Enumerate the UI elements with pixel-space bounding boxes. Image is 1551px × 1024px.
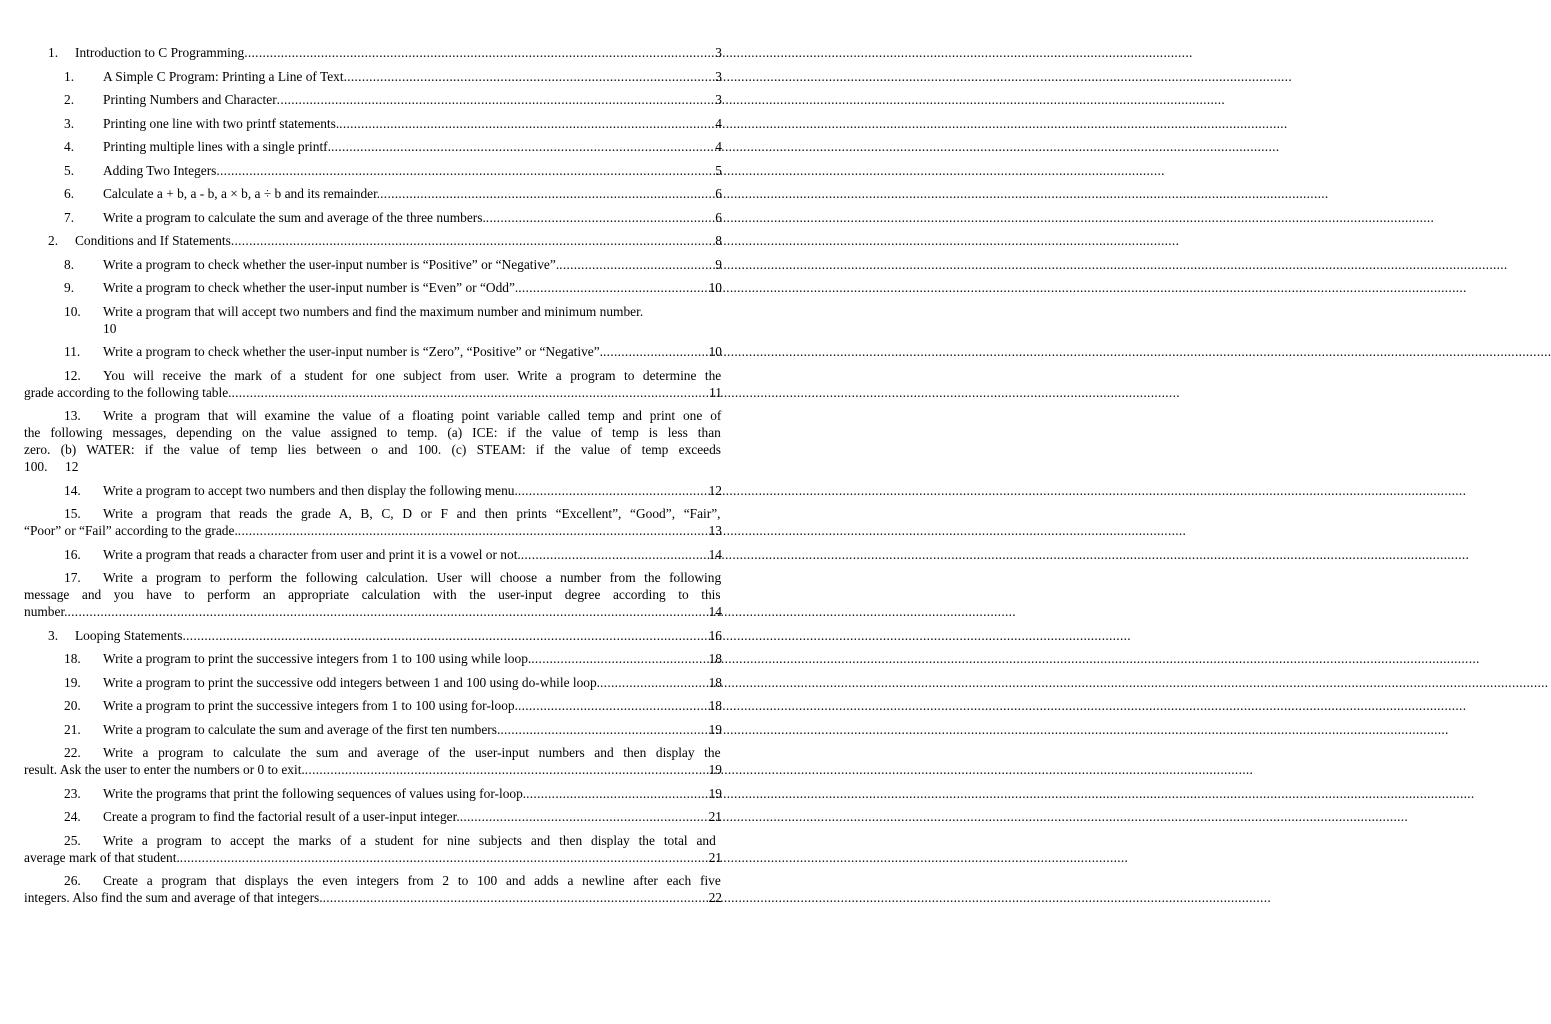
toc-page-number: 12: [65, 459, 79, 474]
toc-entry-number: 2.: [64, 92, 75, 107]
toc-entry-title: A Simple C Program: Printing a Line of Text: [103, 68, 344, 84]
toc-entry-title-line: Write a program to perform the following calculation. User will choose a number from the following: [103, 570, 722, 585]
toc-page-number: 9: [715, 256, 722, 272]
toc-entry-title-line: integers. Also find the sum and average of that integers.: [24, 890, 323, 905]
toc-page-number: 19: [708, 762, 722, 777]
toc-entry-number: 14.: [64, 482, 81, 498]
toc-leader-dots: [526, 785, 707, 802]
toc-item-entry[interactable]: [42, 256, 722, 273]
toc-leader-dots: [331, 138, 714, 155]
toc-entry-number: 4.: [64, 139, 75, 154]
toc-item-entry[interactable]: [24, 367, 722, 401]
toc-entry-title-line: zero. (b) WATER: if the value of temp lies between o and 100. (c) STEAM: if the value of temp exceeds: [24, 442, 722, 457]
toc-item-entry[interactable]: [42, 115, 722, 132]
toc-item-entry[interactable]: [42, 162, 722, 179]
toc-item-entry[interactable]: [42, 303, 722, 337]
toc-entry-number: 25.: [64, 832, 81, 848]
toc-item-entry[interactable]: [24, 744, 722, 778]
toc-page-number: 14: [708, 604, 722, 619]
toc-leader-dots: [180, 849, 708, 866]
toc-item-entry[interactable]: [24, 569, 722, 620]
toc-leader-dots: [460, 808, 708, 825]
toc-page-number: 6: [715, 209, 722, 225]
toc-item-entry[interactable]: [42, 721, 722, 738]
toc-entry-title-line: number.: [24, 604, 68, 619]
toc-entry-number: 8.: [64, 256, 75, 272]
toc-leader-dots: [600, 674, 708, 691]
toc-leader-dots: [183, 627, 708, 644]
toc-item-entry[interactable]: [42, 185, 722, 202]
toc-entry-number: 1.: [64, 68, 75, 84]
toc-entry-title: Introduction to C Programming: [75, 45, 245, 60]
toc-entry-title: Printing multiple lines with a single printf.: [103, 139, 331, 154]
toc-page-number: 4: [715, 115, 722, 131]
toc-entry-number: 1.: [48, 45, 59, 60]
toc-entry-title-line: average mark of that student.: [24, 849, 180, 865]
toc-leader-dots: [231, 384, 708, 401]
toc-page-number: 8: [715, 233, 722, 248]
toc-entry-title-line: Create a program that displays the even integers from 2 to 100 and adds a newline after each five: [103, 873, 721, 888]
toc-entry-number: 21.: [64, 721, 81, 737]
toc-entry-title-line: Write a program to calculate the sum and average of the user-input numbers and then display the: [103, 745, 721, 760]
toc-entry-number: 24.: [64, 809, 81, 824]
toc-page-number: 14: [708, 546, 722, 562]
toc-entry-number: 12.: [64, 367, 81, 383]
toc-entry-title: Write a program to check whether the user-input number is “Zero”, “Positive” or “Negative”.: [103, 344, 604, 359]
toc-item-entry[interactable]: [24, 832, 722, 866]
toc-entry-title: Calculate a + b, a - b, a × b, a ÷ b and its remainder.: [103, 186, 381, 201]
toc-page-number: 16: [708, 627, 722, 643]
toc-entry-number: 9.: [64, 280, 75, 295]
toc-leader-dots: [559, 256, 714, 273]
toc-entry-title: Conditions and If Statements: [75, 233, 231, 248]
toc-leader-dots: [518, 482, 708, 499]
toc-entry-title-line: grade according to the following table.: [24, 384, 232, 400]
toc-entry-title: Write a program that reads a character from user and print it is a vowel or not.: [103, 546, 521, 562]
toc-leader-dots: [531, 650, 707, 667]
toc-item-entry[interactable]: [24, 505, 722, 539]
toc-entry-title: Printing Numbers and Character: [103, 92, 277, 107]
toc-page-number: 18: [708, 674, 722, 690]
toc-item-entry[interactable]: [24, 872, 722, 906]
toc-leader-dots: [68, 603, 708, 620]
toc-entry-title: Adding Two Integers: [103, 162, 217, 178]
toc-leader-dots: [344, 68, 715, 85]
toc-entry-number: 10.: [64, 303, 81, 319]
toc-entry-number: 19.: [64, 674, 81, 690]
toc-entry-number: 2.: [48, 233, 59, 248]
toc-item-entry[interactable]: [42, 68, 722, 85]
toc-leader-dots: [521, 546, 708, 563]
toc-page-number: 13: [708, 523, 722, 538]
toc-entry-number: 11.: [64, 344, 81, 359]
toc-leader-dots: [603, 343, 708, 360]
toc-entry-title-line: the following messages, depending on the value assigned to temp. (a) ICE: if the value of temp is less than: [24, 425, 721, 440]
toc-page-number: 4: [715, 139, 722, 154]
toc-page-number: 6: [715, 186, 722, 201]
toc-entry-number: 13.: [64, 408, 81, 423]
toc-entry-title: Create a program to find the factorial result of a user-input integer.: [103, 809, 460, 824]
toc-leader-dots: [323, 889, 708, 906]
toc-leader-dots: [380, 185, 714, 202]
toc-item-entry[interactable]: [42, 138, 722, 155]
toc-item-entry[interactable]: [24, 407, 722, 475]
toc-leader-dots: [486, 209, 715, 226]
toc-entry-number: 16.: [64, 546, 81, 562]
toc-leader-dots: [244, 44, 714, 61]
toc-item-entry[interactable]: [42, 785, 722, 802]
toc-entry-number: 3.: [64, 115, 75, 131]
toc-item-entry[interactable]: [42, 343, 722, 360]
toc-entry-number: 15.: [64, 506, 81, 521]
toc-page-number: 19: [708, 721, 722, 737]
toc-page-number: 22: [708, 890, 722, 905]
toc-entry-title: Printing one line with two printf statements.: [103, 115, 340, 131]
toc-entry-title: Write a program to calculate the sum and average of the three numbers.: [103, 209, 486, 225]
toc-page-number: 19: [708, 785, 722, 801]
toc-leader-dots: [518, 697, 708, 714]
toc-entry-number: 26.: [64, 873, 81, 888]
toc-page-number: 5: [715, 162, 722, 178]
toc-page-number: 3: [715, 92, 722, 107]
toc-section-entry[interactable]: [42, 232, 722, 249]
toc-item-entry[interactable]: [42, 546, 722, 563]
toc-item-entry[interactable]: [42, 482, 722, 499]
toc-leader-dots: [305, 761, 708, 778]
toc-entry-number: 18.: [64, 651, 81, 666]
toc-entry-title-line: “Poor” or “Fail” according to the grade.: [24, 523, 238, 538]
toc-page-number: 3: [715, 45, 722, 60]
toc-entry-title: Write a program that will accept two numbers and find the maximum number and minimum number.: [103, 303, 644, 319]
toc-page-number: 21: [708, 809, 722, 824]
toc-page-number: 21: [708, 849, 722, 865]
toc-item-entry[interactable]: [42, 91, 722, 108]
toc-entry-title: Write a program to check whether the user-input number is “Positive” or “Negative”.: [103, 256, 560, 272]
table-of-contents: [24, 44, 722, 913]
toc-item-entry[interactable]: [42, 697, 722, 714]
toc-page-number: 10: [708, 280, 722, 295]
toc-entry-number: 3.: [48, 627, 59, 643]
toc-item-entry[interactable]: [42, 674, 722, 691]
toc-entry-title: Write a program to print the successive odd integers between 1 and 100 using do-while loop.: [103, 674, 601, 690]
toc-item-entry[interactable]: [42, 209, 722, 226]
toc-page-number: 10: [103, 320, 117, 336]
toc-page-number: 18: [708, 698, 722, 713]
toc-entry-title: Looping Statements: [75, 627, 183, 643]
toc-entry-number: 20.: [64, 698, 81, 713]
toc-entry-number: 17.: [64, 570, 81, 585]
toc-page-number: 3: [715, 68, 722, 84]
toc-entry-title-line: message and you have to perform an appropriate calculation with the user-input degree according to this: [24, 587, 721, 602]
toc-leader-dots: [277, 91, 715, 108]
toc-item-entry[interactable]: [42, 279, 722, 296]
toc-leader-dots: [500, 721, 707, 738]
toc-entry-title: Write a program to accept two numbers and then display the following menu.: [103, 482, 518, 498]
toc-section-entry[interactable]: [42, 627, 722, 644]
toc-page-number: 10: [708, 344, 722, 359]
toc-section-entry[interactable]: [42, 44, 722, 61]
toc-entry-title: Write a program to check whether the user-input number is “Even” or “Odd”.: [103, 280, 519, 295]
toc-entry-number: 22.: [64, 745, 81, 760]
toc-entry-title-line: result. Ask the user to enter the numbers or 0 to exit.: [24, 762, 305, 777]
toc-page-number: 11: [709, 384, 722, 400]
toc-leader-dots: [238, 522, 708, 539]
toc-page-number: 12: [708, 482, 722, 498]
toc-entry-number: 5.: [64, 162, 75, 178]
toc-entry-number: 23.: [64, 785, 81, 801]
toc-leader-dots: [518, 279, 707, 296]
toc-entry-number: 7.: [64, 209, 75, 225]
toc-entry-title: Write a program to print the successive integers from 1 to 100 using while loop.: [103, 651, 532, 666]
toc-entry-title: Write a program to calculate the sum and average of the first ten numbers.: [103, 721, 501, 737]
toc-page-number: 18: [708, 651, 722, 666]
toc-entry-title-line: Write a program that will examine the value of a floating point variable called temp and print one of: [103, 408, 722, 423]
toc-entry-title-line: Write a program to accept the marks of a student for nine subjects and then display the total and: [103, 832, 716, 848]
toc-entry-title: Write the programs that print the following sequences of values using for-loop.: [103, 785, 527, 801]
toc-item-entry[interactable]: [42, 650, 722, 667]
toc-leader-dots: [231, 232, 714, 249]
toc-item-entry[interactable]: [42, 808, 722, 825]
toc-entry-title: Write a program to print the successive integers from 1 to 100 using for-loop.: [103, 698, 518, 713]
toc-entry-title-line: 100.: [24, 459, 48, 474]
toc-leader-dots: [339, 115, 714, 132]
toc-entry-title-line: Write a program that reads the grade A, B, C, D or F and then prints “Excellent”, “Good”, “Fair”,: [103, 506, 721, 521]
toc-leader-dots: [216, 162, 714, 179]
toc-entry-number: 6.: [64, 186, 75, 201]
toc-entry-title-line: You will receive the mark of a student for one subject from user. Write a program to determine the: [103, 367, 722, 383]
